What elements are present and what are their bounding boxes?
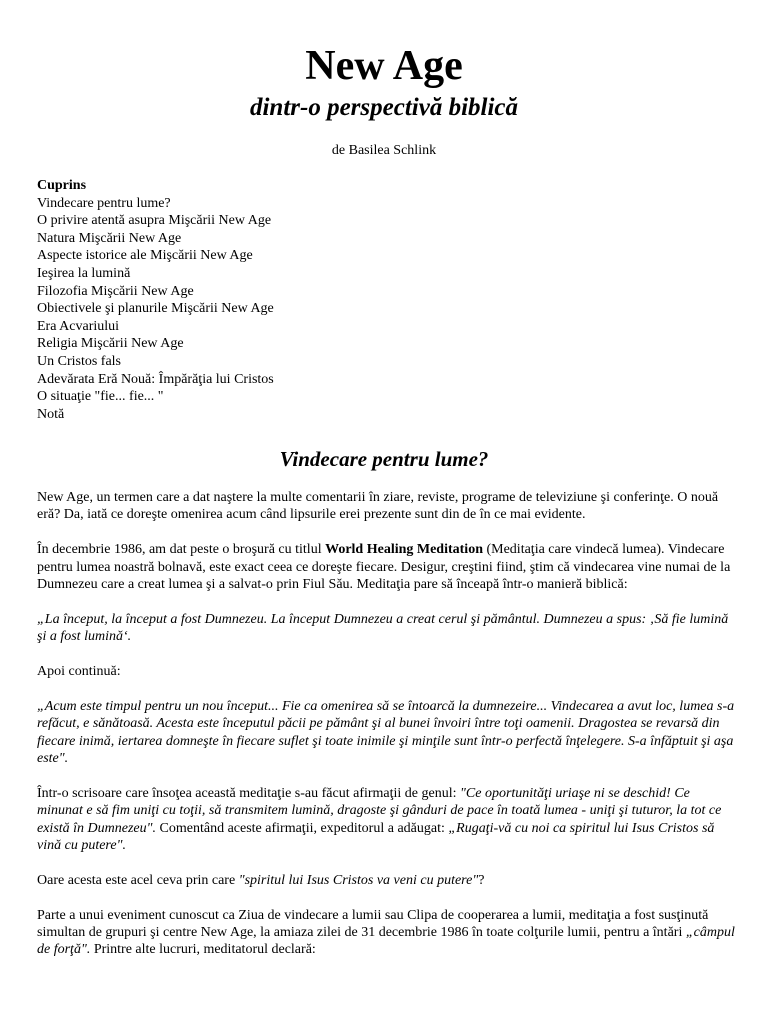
quote-paragraph — [37, 611, 735, 646]
toc-heading: Cuprins — [37, 178, 87, 193]
paragraph — [37, 872, 735, 889]
paragraph — [37, 907, 735, 959]
booklet-title: World Healing Meditation — [325, 542, 483, 558]
page-title: New Age — [305, 43, 463, 89]
table-of-contents — [37, 177, 737, 423]
quote-text: "Ce oportunităţi uriaşe ni se deschid! Ce minunat e să fim uniţi cu toţii, să transmitem lumină, dragoste şi gânduri de pace în toată lumea - uniţi şi tuturor, la tot ce există în Dumnezeu". — [37, 785, 722, 836]
toc-item: Adevărata Eră Nouă: Împărăţia lui Cristos — [37, 371, 274, 387]
paragraph-text: New Age, un termen care a dat naştere la multe comentarii în ziare, reviste, programe de televiziune şi conferinţe. O nouă eră? Da, iată ce doreşte omenirea acum când lipsurile erei prezente sunt din de în ce mai evidente. — [37, 490, 719, 523]
paragraph — [37, 489, 735, 524]
quote-text: „Acum este timpul pentru un nou început... Fie ca omenirea să se întoarcă la dumnezeire... Vindecarea a avut loc, lumea s-a refăcut, e sănătoasă. Acesta este începutul păcii pe pământ şi al bunei învoiri între toţi oamenii. Dragostea se revarsă din fiecare inimă, iertarea domneşte în fiecare suflet şi toate inimile şi minţile sunt într-o perfectă înţelegere. S-a înfăptuit şi aşa este". — [37, 698, 735, 767]
toc-item: Vindecare pentru lume? — [37, 195, 171, 211]
paragraph — [37, 541, 735, 593]
paragraph-text: Printre alte lucruri, meditatorul declară: — [90, 942, 316, 958]
paragraph-text: Oare acesta este acel ceva prin care — [37, 872, 239, 888]
toc-item: Natura Mişcării New Age — [37, 230, 182, 246]
paragraph-text: Apoi continuă: — [37, 664, 121, 680]
page-subtitle: dintr-o perspectivă biblică — [249, 94, 519, 121]
quote-paragraph — [37, 698, 735, 768]
body-text — [37, 489, 735, 976]
paragraph-text: (Meditaţia care vindecă lumea). Vindecare pentru lumea noastră bolnavă, este exact ceea ce doreşte fiecare. Desigur, creştini fiind, ştim că vindecarea vine numai de la Dumnezeu care a creat lumea şi a salvat-o prin Fiul Său. Meditaţia pare să înceapă într-o manieră biblică: — [37, 542, 731, 593]
quote-text: "spiritul lui Isus Cristos va veni cu putere" — [238, 872, 479, 888]
toc-item: Filozofia Mişcării New Age — [37, 283, 194, 299]
toc-item: Notă — [37, 406, 65, 422]
quote-text: „La început, la început a fost Dumnezeu. La început Dumnezeu a creat cerul şi pământul. Dumnezeu a spus: ‚Să fie lumină şi a fost lumină‘. — [37, 611, 729, 645]
paragraph — [37, 663, 735, 680]
section-heading: Vindecare pentru lume? — [279, 447, 489, 471]
toc-item: Era Acvariului — [37, 318, 120, 334]
toc-item: Aspecte istorice ale Mişcării New Age — [37, 248, 253, 264]
toc-item: Un Cristos fals — [37, 353, 121, 369]
paragraph — [37, 785, 735, 855]
toc-list — [37, 195, 737, 424]
toc-item: O situaţie "fie... fie... " — [37, 389, 164, 405]
quote-text: „Rugaţi-vă cu noi ca spiritul lui Isus Cristos să vină cu putere". — [37, 820, 715, 854]
toc-item: Religia Mişcării New Age — [37, 336, 184, 352]
paragraph-text: Într-o scrisoare care însoţea această meditaţie s-au făcut afirmaţii de genul: — [37, 785, 461, 801]
toc-item: Ieşirea la lumină — [37, 265, 131, 281]
toc-item: O privire atentă asupra Mişcării New Age — [37, 213, 272, 229]
paragraph-text: În decembrie 1986, am dat peste o broşură cu titlul — [37, 542, 326, 558]
author-line: de Basilea Schlink — [331, 143, 437, 158]
paragraph-text: Parte a unui eveniment cunoscut ca Ziua de vindecare a lumii sau Clipa de cooperarea a lumii, meditaţia a fost susţinută simultan de grupuri şi centre New Age, la amiaza zilei de 31 decembrie 1986 în toate colţurile lumii, pentru a întări — [37, 907, 709, 941]
quote-text: „câmpul de forţă". — [37, 925, 735, 958]
paragraph-text: ? — [478, 872, 485, 888]
toc-item: Obiectivele şi planurile Mişcării New Age — [37, 301, 274, 317]
paragraph-text: Comentând aceste afirmaţii, expeditorul a adăugat: — [156, 820, 449, 836]
